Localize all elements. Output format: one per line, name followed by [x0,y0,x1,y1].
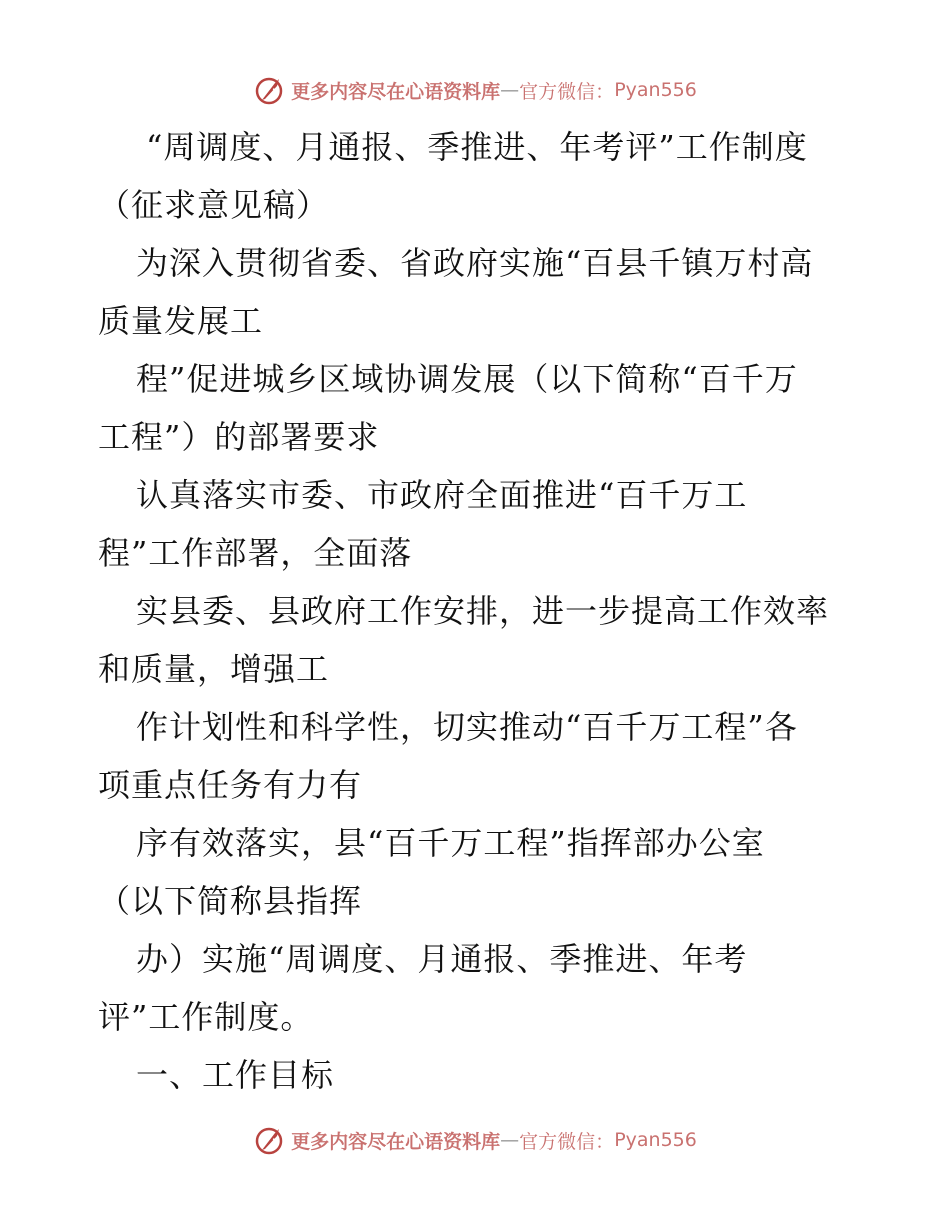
watermark-contact-label: 官方微信： [519,1130,615,1153]
watermark-contact-id: Pyan556 [614,1129,697,1151]
paragraph-line: 质量发展工 [98,302,264,340]
section-heading: 一、工作目标 [136,1056,335,1094]
paragraph-line: 程”工作部署，全面落 [98,534,413,572]
paragraph-line: 认真落实市委、市政府全面推进“百千万工 [136,476,748,514]
document-body [98,118,858,1104]
document-title: “周调度、月通报、季推进、年考评”工作制度 [146,128,808,166]
document-subtitle: （征求意见稿） [98,186,330,224]
paragraph-line: 序有效落实，县“百千万工程”指挥部办公室 [136,824,765,862]
watermark-main: 更多内容尽在心语资料库 [291,1130,501,1153]
header-watermark [0,72,950,108]
watermark-main: 更多内容尽在心语资料库 [291,80,501,103]
paragraph-line: 和质量，增强工 [98,650,330,688]
paragraph-line: 办）实施“周调度、月通报、季推进、年考 [136,940,748,978]
paragraph-line: 为深入贯彻省委、省政府实施“百县千镇万村高 [136,244,814,282]
watermark-text [291,1127,697,1154]
paragraph-line: 项重点任务有力有 [98,766,363,804]
paragraph-line: 工程”）的部署要求 [98,418,380,456]
paragraph-line: 程”促进城乡区域协调发展（以下简称“百千万 [136,360,798,398]
paragraph-line: （以下简称县指挥 [98,882,363,920]
watermark-text [291,77,697,104]
watermark-contact-label: 官方微信： [519,80,615,103]
quill-pen-seal-icon [253,1124,285,1156]
paragraph-line: 实县委、县政府工作安排，进一步提高工作效率 [136,592,830,630]
quill-pen-seal-icon [253,74,285,106]
watermark-separator: — [500,79,520,101]
watermark-contact-id: Pyan556 [614,79,697,101]
footer-watermark [0,1122,950,1158]
watermark-separator: — [500,1129,520,1151]
paragraph-line: 作计划性和科学性，切实推动“百千万工程”各 [136,708,798,746]
paragraph-line: 评”工作制度。 [98,998,314,1036]
